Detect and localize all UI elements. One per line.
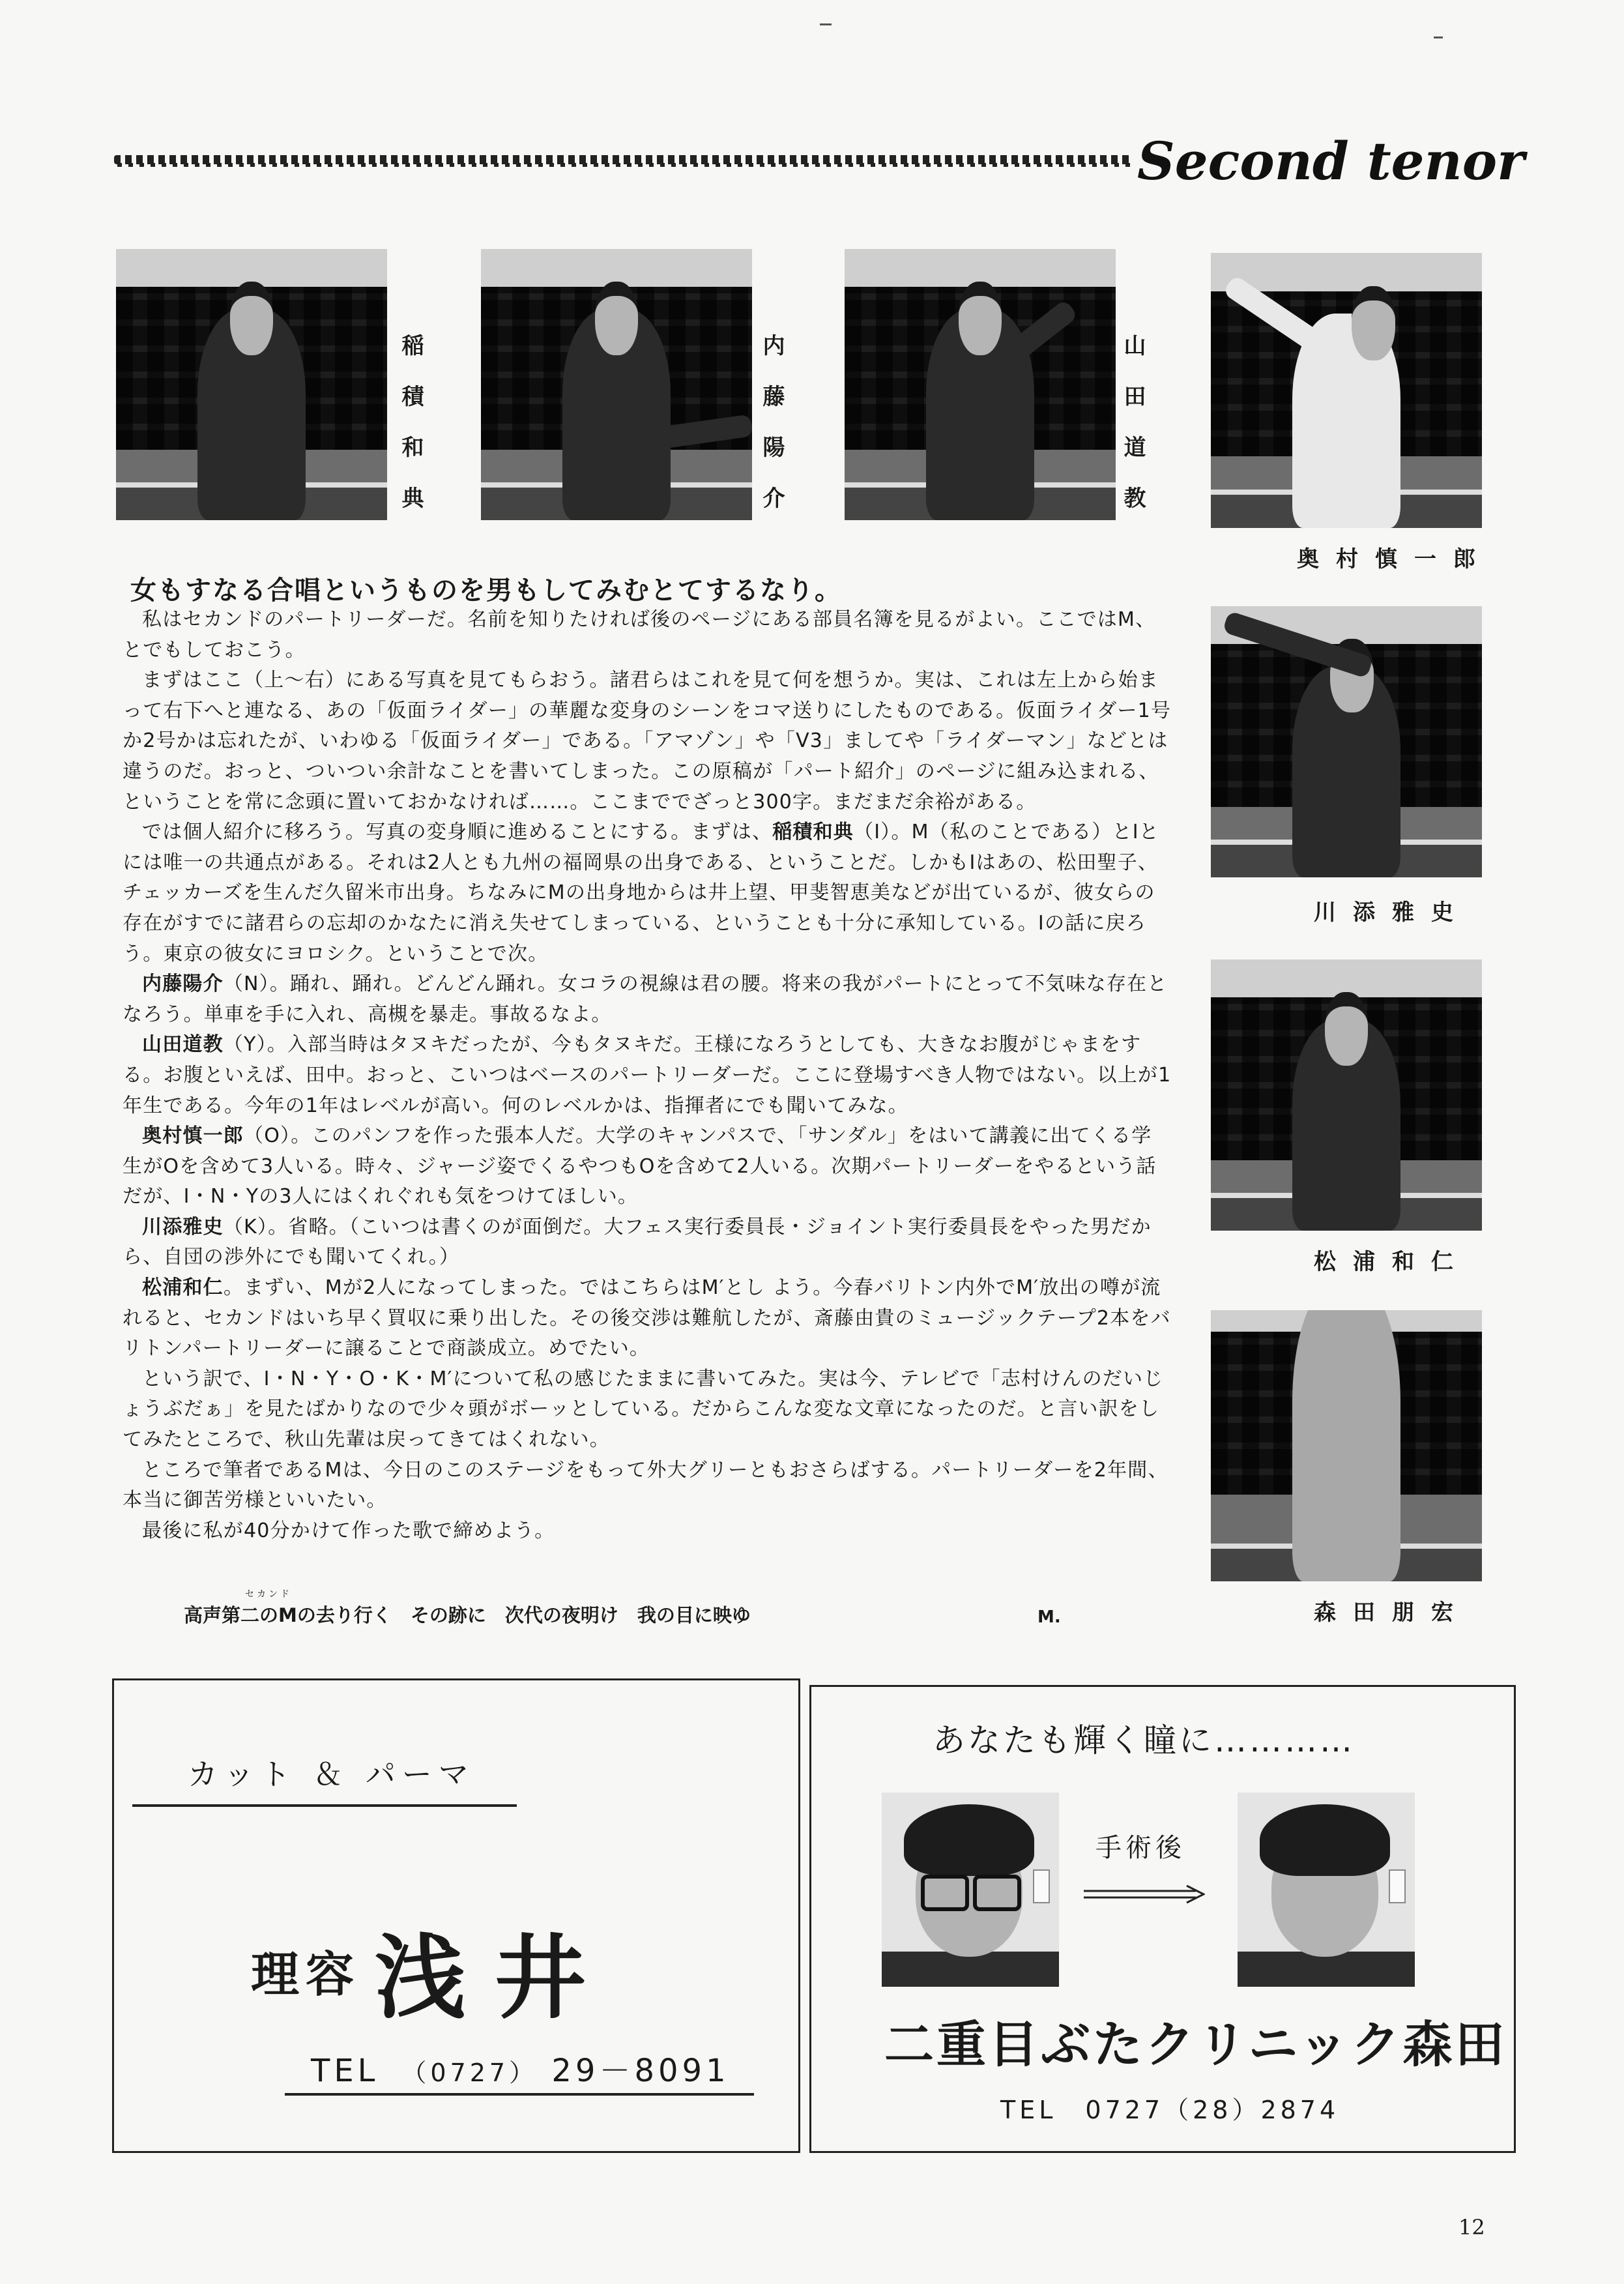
paragraph: 奥村慎一郎（O）。このパンフを作った張本人だ。大学のキャンパスで、「サンダル」をはいて講義に出てくる学生がOを含めて3人いる。時々、ジャージ姿でくるやつもOを含めて2人いる。次期パートリーダーをやるという話だが、I・N・Yの3人にはくれぐれも気をつけてほしい。 [123,1124,1157,1208]
member-name-4: 奥村慎一郎 [1297,546,1492,572]
signature: M. [1037,1607,1061,1627]
ad-clinic-name: 二重目ぶたクリニック森田 [884,2015,1507,2073]
after-label: 手術後 [1095,1833,1185,1863]
before-photo [882,1793,1059,1987]
scan-speck [1434,37,1443,38]
paragraph: 松浦和仁。まずい、Mが2人になってしまった。ではこちらはM′とし よう。今春バリトン内外でM′放出の噂が流れると、セカンドはいち早く買収に乗り出した。その後交渉は難航したが、斎藤由貴のミュージックテープ2本をバリトンパートリーダーに譲ることで商談成立。めでたい。 [123,1276,1171,1360]
ad-clinic-tel: TEL 0727（28）2874 [1000,2096,1340,2124]
poem: 高声第二のMの去り行く その跡に 次代の夜明け 我の目に映ゆ [184,1604,751,1626]
after-photo [1238,1793,1415,1987]
ad-clinic-headline: あなたも輝く瞳に………… [933,1721,1355,1759]
paragraph: では個人紹介に移ろう。写真の変身順に進めることにする。まずは、稲積和典（I）。M（私のことである）とIとには唯一の共通点がある。それは2人とも九州の福岡県の出身である、ということだ。しかもIはあの、松田聖子、チェッカーズを生んだ久留米市出身。ちなみにMの出身地からは井上望、甲斐智恵美などが出ているが、彼女らの存在がすでに諸君らの忘却のかなたに消え失せてしまっている、ということも十分に承知している。Iの話に戻ろう。東京の彼女にヨロシク。ということで次。 [123,821,1159,965]
member-name-3: 山田道教 [1120,334,1146,537]
member-name-5: 川添雅史 [1314,900,1470,926]
paragraph: 内藤陽介（N）。踊れ、踊れ。どんどん踊れ。女コラの視線は君の腰。将来の我がパートにとって不気味な存在となろう。単車を手に入れ、高槻を暴走。事故るなよ。 [123,973,1168,1026]
paragraph: 山田道教（Y）。入部当時はタヌキだったが、今もタヌキだ。王様になろうとしても、大きなお腹がじゃまをする。お腹といえば、田中。おっと、こいつはベースのパートリーダーだ。ここに登場すべき人物ではない。以上が1年生である。今年の1年はレベルが高い。何のレベルかは、指揮者にでも聞いてみな。 [123,1033,1172,1117]
member-photo-2 [481,249,752,520]
member-photo-6 [1211,959,1482,1231]
ad-divider [132,1804,517,1807]
member-photo-3 [845,249,1116,520]
paragraph: まずはここ（上〜右）にある写真を見てもらおう。諸君らはこれを見て何を想うか。実は、これは左上から始まって右下へと連なる、あの「仮面ライダー」の華麗な変身のシーンをコマ送りにしたものである。仮面ライダー1号か2号かは忘れたが、いわゆる「仮面ライダー」である。「アマゾン」や「V3」ましてや「ライダーマン」などとは違うのだ。おっと、ついつい余計なことを書いてしまった。この原稿が「パート紹介」のページに組み込まれる、ということを常に念頭に置いておかなければ……。ここまででざっと300字。まだまだ余裕がある。 [123,669,1172,813]
section-title: Second tenor [1137,130,1525,192]
scan-speck [820,23,832,25]
decorative-wavy-rule-shadow [114,163,1131,167]
member-name-2: 内藤陽介 [759,334,785,537]
ad-barber-tel: TEL （0727） 29－8091 [311,2053,730,2089]
member-name-7: 森田朋宏 [1314,1600,1470,1626]
member-name-1: 稲積和典 [398,334,424,537]
member-photo-7 [1211,1310,1482,1581]
article-body [123,605,1172,1546]
ad-clinic [809,1685,1516,2153]
member-name-6: 松浦和仁 [1314,1249,1470,1275]
paragraph: 川添雅史（K）。省略。（こいつは書くのが面倒だ。大フェス実行委員長・ジョイント実行委員長をやった男だから、自団の渉外にでも聞いてくれ。） [123,1215,1152,1269]
ad-barber [112,1678,800,2153]
article-lead: 女もすなる合唱というものを男もしてみむとてするなり。 [130,576,842,606]
paragraph: 最後に私が40分かけて作った歌で締めよう。 [142,1519,555,1542]
ad-divider [285,2093,754,2096]
member-photo-4 [1211,253,1482,528]
ad-barber-name: 理容 浅井 [251,1925,615,2032]
arrow-right-icon [1084,1884,1205,1904]
member-photo-5 [1211,606,1482,877]
paragraph: という訳で、I・N・Y・O・K・M′について私の感じたままに書いてみた。実は今、テレビで「志村けんのだいじょうぶだぁ」を見たばかりなので少々頭がボーッとしている。だからこんな変な文章になったのだ。と言い訳をしてみたところで、秋山先輩は戻ってきてはくれない。 [123,1367,1164,1452]
paragraph: ところで筆者であるMは、今日のこのステージをもって外大グリーともおさらばする。パートリーダーを2年間、本当に御苦労様といいたい。 [123,1458,1168,1512]
page-number: 12 [1458,2215,1485,2240]
poem-ruby: セカンド [245,1589,292,1600]
member-photo-1 [116,249,387,520]
paragraph: 私はセカンドのパートリーダーだ。名前を知りたければ後のページにある部員名簿を見るがよい。ここではM、とでもしておこう。 [123,608,1156,662]
ad-barber-subtitle: カット ＆ パーマ [188,1757,475,1792]
